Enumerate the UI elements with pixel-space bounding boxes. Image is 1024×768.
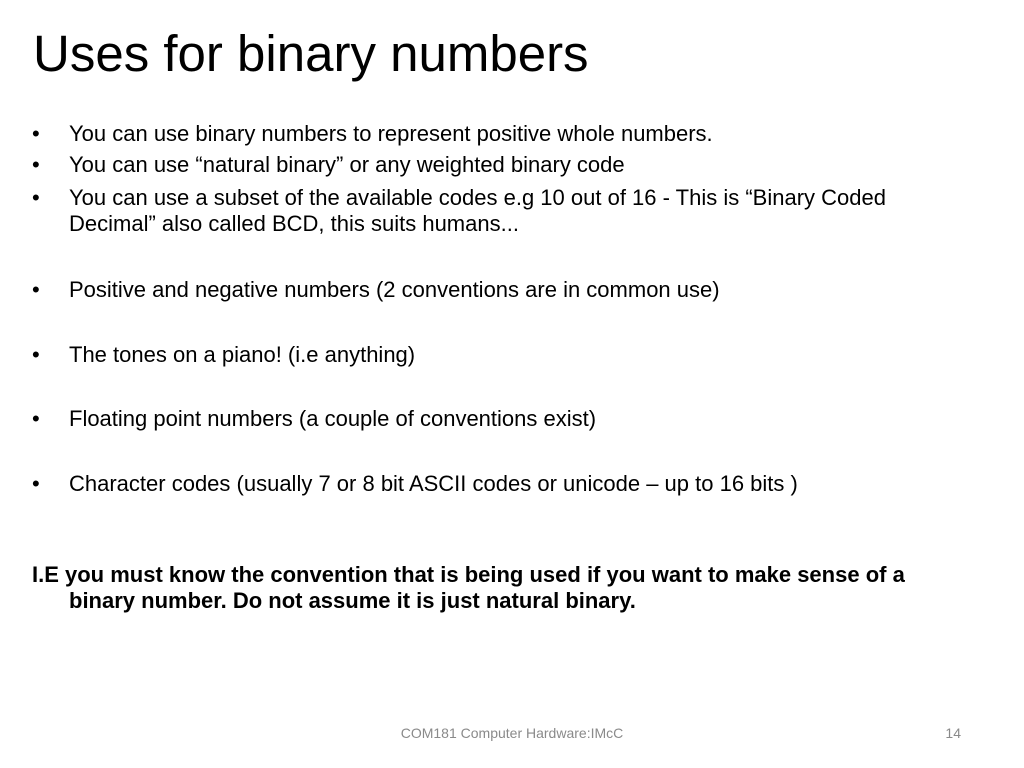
- bullet-text: You can use a subset of the available codes e.g 10 out of 16 - This is “Binary Coded Decimal” also called BCD, this suits humans...: [69, 185, 886, 236]
- bullet-symbol: •: [32, 152, 40, 177]
- bullet-symbol: •: [32, 406, 40, 431]
- bullet-text: Positive and negative numbers (2 conventions are in common use): [69, 277, 720, 302]
- bullet-item: [32, 121, 912, 147]
- bullet-item: [32, 342, 912, 368]
- bullet-item: [32, 152, 912, 178]
- bullet-text: You can use binary numbers to represent positive whole numbers.: [69, 121, 713, 146]
- bullet-text: Floating point numbers (a couple of conventions exist): [69, 406, 597, 431]
- slide-number: 14: [945, 725, 961, 741]
- bullet-symbol: •: [32, 471, 40, 496]
- bullet-text: The tones on a piano! (i.e anything): [69, 342, 416, 367]
- bullet-symbol: •: [32, 342, 40, 367]
- bullet-symbol: •: [32, 121, 40, 146]
- bullet-item: [32, 185, 912, 237]
- bullet-text: Character codes (usually 7 or 8 bit ASCII codes or unicode – up to 16 bits ): [69, 471, 798, 496]
- bullet-symbol: •: [32, 185, 40, 210]
- conclusion-text: I.E you must know the convention that is being used if you want to make sense of a binary number. Do not assume it is just natural binary.: [32, 562, 905, 613]
- bullet-text: You can use “natural binary” or any weighted binary code: [69, 152, 625, 177]
- footer-text: COM181 Computer Hardware:IMcC: [400, 725, 624, 741]
- bullet-item: [32, 406, 912, 432]
- bullet-item: [32, 277, 912, 303]
- slide-title: Uses for binary numbers: [33, 25, 589, 82]
- bullet-item: [32, 471, 912, 497]
- bullet-symbol: •: [32, 277, 40, 302]
